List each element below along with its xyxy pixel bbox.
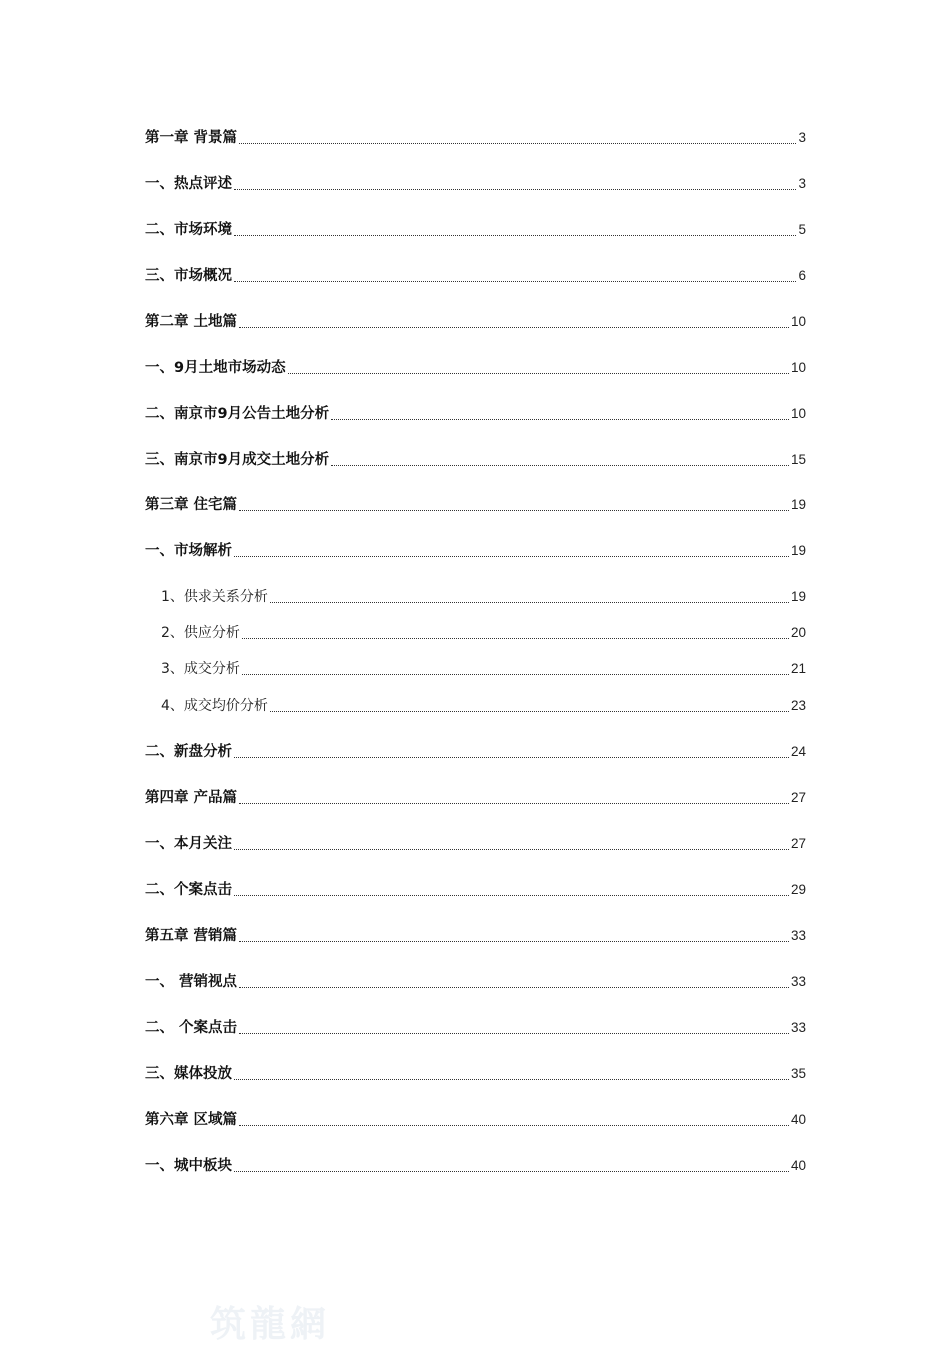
toc-entry[interactable] bbox=[145, 357, 806, 379]
toc-entry-page: 29 bbox=[790, 882, 806, 897]
toc-entry-title: 第二章 土地篇 bbox=[145, 314, 238, 330]
toc-entry-title: 3、成交分析 bbox=[161, 661, 240, 677]
toc-entry-title: 第五章 营销篇 bbox=[145, 928, 238, 944]
toc-entry-page: 33 bbox=[790, 974, 806, 989]
toc-entry[interactable] bbox=[145, 449, 806, 471]
toc-entry[interactable] bbox=[145, 1155, 806, 1177]
toc-entry-page: 40 bbox=[790, 1158, 806, 1173]
toc-entry-page: 21 bbox=[790, 661, 806, 676]
toc-entry-title: 三、媒体投放 bbox=[145, 1066, 232, 1082]
toc-entry[interactable] bbox=[145, 695, 806, 717]
toc-dot-leader bbox=[239, 1124, 789, 1126]
toc-entry[interactable] bbox=[145, 879, 806, 901]
toc-entry[interactable] bbox=[145, 127, 806, 149]
toc-entry[interactable] bbox=[145, 1063, 806, 1085]
toc-entry[interactable] bbox=[145, 741, 806, 763]
toc-dot-leader bbox=[331, 418, 789, 420]
toc-dot-leader bbox=[239, 802, 789, 804]
toc-entry-title: 二、 个案点击 bbox=[145, 1020, 238, 1036]
toc-entry[interactable] bbox=[145, 403, 806, 425]
toc-dot-leader bbox=[242, 673, 789, 675]
toc-entry[interactable] bbox=[145, 265, 806, 287]
toc-entry-title: 4、成交均价分析 bbox=[161, 698, 268, 714]
toc-dot-leader bbox=[242, 637, 789, 639]
toc-dot-leader bbox=[270, 710, 789, 712]
toc-entry-page: 24 bbox=[790, 744, 806, 759]
toc-entry-title: 第六章 区域篇 bbox=[145, 1112, 238, 1128]
toc-entry-title: 一、热点评述 bbox=[145, 176, 232, 192]
toc-entry-page: 19 bbox=[790, 543, 806, 558]
toc-entry[interactable] bbox=[145, 494, 806, 516]
toc-entry-title: 1、供求关系分析 bbox=[161, 589, 268, 605]
toc-entry-page: 3 bbox=[798, 130, 806, 145]
toc-entry-page: 23 bbox=[790, 698, 806, 713]
toc-dot-leader bbox=[239, 1032, 789, 1034]
toc-dot-leader bbox=[234, 555, 789, 557]
toc-entry[interactable] bbox=[145, 925, 806, 947]
toc-dot-leader bbox=[239, 509, 789, 511]
toc-entry-title: 二、市场环境 bbox=[145, 222, 232, 238]
toc-entry[interactable] bbox=[145, 540, 806, 562]
toc-entry-title: 三、南京市9月成交土地分析 bbox=[145, 452, 330, 468]
toc-entry-page: 10 bbox=[790, 406, 806, 421]
toc-dot-leader bbox=[239, 142, 796, 144]
toc-dot-leader bbox=[239, 326, 789, 328]
toc-dot-leader bbox=[270, 601, 789, 603]
toc-entry-page: 3 bbox=[798, 176, 806, 191]
toc-entry-page: 6 bbox=[798, 268, 806, 283]
toc-dot-leader bbox=[234, 1170, 789, 1172]
toc-entry-title: 二、新盘分析 bbox=[145, 744, 232, 760]
toc-entry-title: 2、供应分析 bbox=[161, 625, 240, 641]
toc-entry-page: 40 bbox=[790, 1112, 806, 1127]
toc-entry-page: 10 bbox=[790, 314, 806, 329]
toc-dot-leader bbox=[239, 986, 789, 988]
toc-dot-leader bbox=[234, 280, 796, 282]
toc-entry-title: 一、市场解析 bbox=[145, 543, 232, 559]
toc-entry-title: 第一章 背景篇 bbox=[145, 130, 238, 146]
toc-entry-title: 一、9月土地市场动态 bbox=[145, 360, 286, 376]
toc-entry[interactable] bbox=[145, 833, 806, 855]
toc-entry-page: 5 bbox=[798, 222, 806, 237]
toc-entry-title: 二、南京市9月公告土地分析 bbox=[145, 406, 330, 422]
toc-entry-page: 35 bbox=[790, 1066, 806, 1081]
watermark: 筑龍網 bbox=[210, 1303, 331, 1345]
toc-entry[interactable] bbox=[145, 1109, 806, 1131]
toc-entry-title: 第三章 住宅篇 bbox=[145, 497, 238, 513]
toc-entry-title: 二、个案点击 bbox=[145, 882, 232, 898]
toc-entry[interactable] bbox=[145, 658, 806, 680]
toc-entry-page: 33 bbox=[790, 1020, 806, 1035]
toc-dot-leader bbox=[239, 940, 789, 942]
toc-entry-page: 10 bbox=[790, 360, 806, 375]
toc-dot-leader bbox=[234, 234, 796, 236]
toc-entry[interactable] bbox=[145, 622, 806, 644]
toc-entry-title: 一、本月关注 bbox=[145, 836, 232, 852]
toc-entry[interactable] bbox=[145, 787, 806, 809]
toc-entry-page: 27 bbox=[790, 790, 806, 805]
toc-entry[interactable] bbox=[145, 971, 806, 993]
toc-dot-leader bbox=[331, 464, 789, 466]
toc-entry[interactable] bbox=[145, 219, 806, 241]
toc-entry-page: 27 bbox=[790, 836, 806, 851]
toc-entry-title: 一、 营销视点 bbox=[145, 974, 238, 990]
toc-entry-title: 第四章 产品篇 bbox=[145, 790, 238, 806]
toc-dot-leader bbox=[234, 894, 789, 896]
toc-entry[interactable] bbox=[145, 586, 806, 608]
toc-entry-page: 19 bbox=[790, 589, 806, 604]
toc-entry[interactable] bbox=[145, 1017, 806, 1039]
toc-entry[interactable] bbox=[145, 311, 806, 333]
toc-dot-leader bbox=[288, 372, 789, 374]
toc-dot-leader bbox=[234, 756, 789, 758]
toc-entry-page: 15 bbox=[790, 452, 806, 467]
toc-entry-page: 20 bbox=[790, 625, 806, 640]
toc-dot-leader bbox=[234, 188, 796, 190]
toc-entry-title: 三、市场概况 bbox=[145, 268, 232, 284]
toc-entry-page: 33 bbox=[790, 928, 806, 943]
toc-dot-leader bbox=[234, 848, 789, 850]
toc-entry[interactable] bbox=[145, 173, 806, 195]
toc-entry-page: 19 bbox=[790, 497, 806, 512]
toc-entry-title: 一、城中板块 bbox=[145, 1158, 232, 1174]
toc-dot-leader bbox=[234, 1078, 789, 1080]
